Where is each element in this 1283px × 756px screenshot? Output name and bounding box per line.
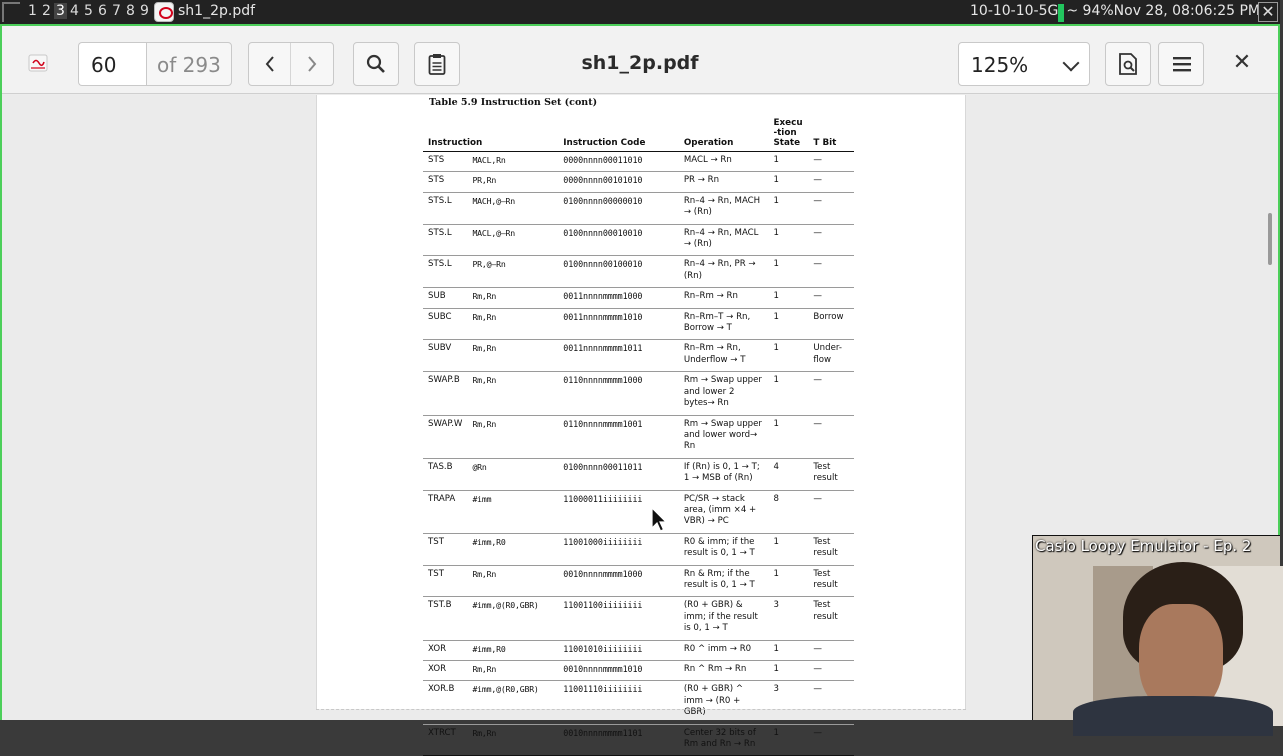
cell-mnemonic: SUBC: [423, 308, 467, 340]
cell-instruction-code: 0110nnnnmmmm1001: [558, 415, 679, 458]
window-menu-icon[interactable]: [2, 2, 20, 22]
cell-operation: R0 & imm; if the result is 0, 1 → T: [679, 533, 769, 565]
cell-execution-state: 1: [768, 224, 808, 256]
header-bar: [2, 26, 1278, 94]
cell-t-bit: —: [808, 724, 854, 756]
cell-execution-state: 3: [768, 597, 808, 640]
cell-execution-state: 1: [768, 372, 808, 415]
cell-mnemonic: XTRCT: [423, 724, 467, 756]
pdf-page: [316, 95, 966, 750]
webcam-overlay: [1032, 535, 1280, 720]
header-execution-state-line-1: Execu: [773, 118, 803, 128]
workspace-2[interactable]: 2: [42, 3, 51, 19]
table-row: [423, 224, 854, 256]
zoom-select[interactable]: [958, 42, 1090, 86]
search-button[interactable]: [353, 42, 399, 86]
cell-instruction-code: 0011nnnnmmmm1010: [558, 308, 679, 340]
cell-t-bit: —: [808, 224, 854, 256]
cell-t-bit: Test result: [808, 597, 854, 640]
cell-t-bit: —: [808, 415, 854, 458]
cell-operation: Rn–Rm → Rn: [679, 288, 769, 308]
window-title[interactable]: sh1_2p.pdf: [178, 3, 256, 19]
cell-execution-state: 1: [768, 192, 808, 224]
cell-t-bit: —: [808, 192, 854, 224]
cell-instruction-code: 11001110iiiiiiii: [558, 681, 679, 724]
cell-operation: Rm → Swap upper and lower 2 bytes→ Rn: [679, 372, 769, 415]
table-row: [423, 597, 854, 640]
cell-instruction-code: 11001100iiiiiiii: [558, 597, 679, 640]
cell-execution-state: 1: [768, 415, 808, 458]
cell-instruction-code: 0100nnnn00011011: [558, 458, 679, 490]
close-window-button[interactable]: ✕: [1232, 50, 1252, 75]
cell-instruction-code: 0000nnnn00101010: [558, 172, 679, 192]
cell-operation: (R0 + GBR) ^ imm → (R0 + GBR): [679, 681, 769, 724]
cell-instruction-code: 0011nnnnmmmm1000: [558, 288, 679, 308]
table-row: [423, 640, 854, 660]
cell-instruction-code: 0110nnnnmmmm1000: [558, 372, 679, 415]
system-bar: [0, 0, 1280, 24]
cell-instruction-code: 11001000iiiiiiii: [558, 533, 679, 565]
cell-execution-state: 1: [768, 565, 808, 597]
cell-t-bit: Under-flow: [808, 340, 854, 372]
cell-operation: MACL → Rn: [679, 152, 769, 172]
cell-mnemonic: SUB: [423, 288, 467, 308]
workspace-1[interactable]: 1: [28, 3, 37, 19]
cell-operands: #imm: [467, 490, 558, 533]
cell-operands: Rm,Rn: [467, 724, 558, 756]
header-operation: Operation: [679, 117, 769, 152]
header-execution-state: [768, 117, 808, 152]
pdf-app-icon: [154, 2, 174, 22]
table-row: [423, 172, 854, 192]
cell-operands: #imm,R0: [467, 533, 558, 565]
webcam-stream-title: Casio Loopy Emulator - Ep. 2: [1035, 537, 1252, 555]
cell-operands: MACH,@–Rn: [467, 192, 558, 224]
page-count-label: of 293: [146, 42, 232, 86]
cell-instruction-code: 0010nnnnmmmm1000: [558, 565, 679, 597]
cell-operation: R0 ^ imm → R0: [679, 640, 769, 660]
cell-instruction-code: 0100nnnn00100010: [558, 256, 679, 288]
cell-operands: #imm,@(R0,GBR): [467, 681, 558, 724]
cell-mnemonic: TAS.B: [423, 458, 467, 490]
cell-mnemonic: STS.L: [423, 192, 467, 224]
cell-mnemonic: TRAPA: [423, 490, 467, 533]
cell-execution-state: 1: [768, 256, 808, 288]
table-row: [423, 458, 854, 490]
cell-t-bit: —: [808, 288, 854, 308]
cell-operation: PR → Rn: [679, 172, 769, 192]
cell-t-bit: —: [808, 172, 854, 192]
cell-operands: Rm,Rn: [467, 661, 558, 681]
cell-operands: #imm,R0: [467, 640, 558, 660]
header-execution-state-line-3: State: [773, 138, 801, 148]
cell-operation: Rn–4 → Rn, MACH → (Rn): [679, 192, 769, 224]
mouse-cursor-icon: [651, 507, 667, 533]
cell-t-bit: Test result: [808, 565, 854, 597]
cell-execution-state: 1: [768, 152, 808, 172]
next-page-button[interactable]: [291, 43, 333, 85]
header-execution-state-line-2: -tion: [773, 128, 797, 138]
cell-t-bit: —: [808, 256, 854, 288]
clipboard-icon: [428, 53, 446, 75]
cell-operands: Rm,Rn: [467, 340, 558, 372]
table-row: [423, 372, 854, 415]
cell-operands: Rm,Rn: [467, 372, 558, 415]
network-label: 10-10-10-5G: [970, 3, 1059, 19]
cell-execution-state: 1: [768, 288, 808, 308]
cell-operands: Rm,Rn: [467, 288, 558, 308]
cell-operands: Rm,Rn: [467, 565, 558, 597]
workspace-6[interactable]: 6: [98, 3, 107, 19]
table-row: [423, 340, 854, 372]
cell-mnemonic: STS.L: [423, 256, 467, 288]
cell-operation: Rn & Rm; if the result is 0, 1 → T: [679, 565, 769, 597]
previous-page-button[interactable]: [249, 43, 291, 85]
cell-execution-state: 8: [768, 490, 808, 533]
cell-mnemonic: XOR: [423, 640, 467, 660]
cell-operation: Rn–Rm → Rn, Underflow → T: [679, 340, 769, 372]
vertical-scrollbar[interactable]: [1268, 213, 1272, 265]
search-icon: [366, 54, 386, 74]
table-row: [423, 415, 854, 458]
header-instruction: Instruction: [423, 117, 558, 152]
cell-execution-state: 1: [768, 724, 808, 756]
cell-instruction-code: 11001010iiiiiiii: [558, 640, 679, 660]
cell-instruction-code: 0100nnnn00000010: [558, 192, 679, 224]
workspace-4[interactable]: 4: [70, 3, 79, 19]
table-row: [423, 533, 854, 565]
cell-operation: (R0 + GBR) & imm; if the result is 0, 1 → T: [679, 597, 769, 640]
table-row: [423, 192, 854, 224]
zoom-value: 125%: [971, 53, 1029, 77]
webcam-person-shirt: [1073, 696, 1273, 736]
cell-execution-state: 1: [768, 533, 808, 565]
workspace-9[interactable]: 9: [140, 3, 149, 19]
header-t-bit: T Bit: [808, 117, 854, 152]
cell-operands: Rm,Rn: [467, 415, 558, 458]
cell-operands: Rm,Rn: [467, 308, 558, 340]
cell-operation: Rn ^ Rm → Rn: [679, 661, 769, 681]
cell-instruction-code: 11000011iiiiiiii: [558, 490, 679, 533]
chevron-down-icon: [1063, 55, 1080, 72]
document-title: sh1_2p.pdf: [581, 52, 699, 74]
main-menu-button[interactable]: [1158, 42, 1204, 86]
cell-operation: Rn–Rm–T → Rn, Borrow → T: [679, 308, 769, 340]
cell-operation: Rm → Swap upper and lower word→ Rn: [679, 415, 769, 458]
cell-mnemonic: TST: [423, 533, 467, 565]
workspace-5[interactable]: 5: [84, 3, 93, 19]
cell-execution-state: 1: [768, 661, 808, 681]
cell-execution-state: 3: [768, 681, 808, 724]
battery-date-label: ~ 94%Nov 28, 08:06:25 PM: [1066, 3, 1260, 19]
table-row: [423, 490, 854, 533]
network-indicator-icon: [1058, 4, 1064, 22]
cell-mnemonic: XOR: [423, 661, 467, 681]
cell-operands: PR,Rn: [467, 172, 558, 192]
cell-t-bit: Test result: [808, 533, 854, 565]
cell-mnemonic: STS: [423, 172, 467, 192]
page-navigation: [248, 42, 334, 86]
table-row: [423, 565, 854, 597]
table-row: [423, 152, 854, 172]
cell-t-bit: —: [808, 372, 854, 415]
instruction-set-table: [423, 117, 854, 756]
table-row: [423, 724, 854, 756]
cell-mnemonic: SUBV: [423, 340, 467, 372]
cell-mnemonic: SWAP.B: [423, 372, 467, 415]
cell-instruction-code: 0011nnnnmmmm1011: [558, 340, 679, 372]
cell-instruction-code: 0010nnnnmmmm1101: [558, 724, 679, 756]
cell-operands: MACL,Rn: [467, 152, 558, 172]
close-icon[interactable]: ✕: [1258, 2, 1278, 22]
cell-mnemonic: STS.L: [423, 224, 467, 256]
chevron-left-icon: [264, 55, 276, 73]
cell-t-bit: Borrow: [808, 308, 854, 340]
table-row: [423, 681, 854, 724]
cell-execution-state: 1: [768, 308, 808, 340]
table-body: [423, 152, 854, 756]
table-row: [423, 256, 854, 288]
cell-operation: If (Rn) is 0, 1 → T; 1 → MSB of (Rn): [679, 458, 769, 490]
cell-operands: @Rn: [467, 458, 558, 490]
cell-t-bit: Test result: [808, 458, 854, 490]
cell-execution-state: 1: [768, 172, 808, 192]
cell-instruction-code: 0010nnnnmmmm1010: [558, 661, 679, 681]
cell-mnemonic: TST: [423, 565, 467, 597]
header-instruction-code: Instruction Code: [558, 117, 679, 152]
cell-mnemonic: XOR.B: [423, 681, 467, 724]
cell-t-bit: —: [808, 681, 854, 724]
workspace-8[interactable]: 8: [126, 3, 135, 19]
cell-t-bit: —: [808, 152, 854, 172]
cell-mnemonic: SWAP.W: [423, 415, 467, 458]
page-number-input[interactable]: 60: [78, 42, 146, 86]
cell-t-bit: —: [808, 640, 854, 660]
cell-operation: Rn–4 → Rn, MACL → (Rn): [679, 224, 769, 256]
status-text: [970, 3, 1260, 19]
document-search-icon: [1118, 53, 1138, 75]
cell-t-bit: —: [808, 661, 854, 681]
table-header-row: [423, 117, 854, 152]
table-caption: Table 5.9 Instruction Set (cont): [429, 97, 598, 108]
hamburger-menu-icon: [1173, 56, 1191, 72]
annotations-sidebar-button[interactable]: [414, 42, 460, 86]
cell-execution-state: 4: [768, 458, 808, 490]
cell-mnemonic: TST.B: [423, 597, 467, 640]
cell-operands: MACL,@–Rn: [467, 224, 558, 256]
cell-operation: Center 32 bits of Rm and Rn → Rn: [679, 724, 769, 756]
cell-instruction-code: 0000nnnn00011010: [558, 152, 679, 172]
workspace-7[interactable]: 7: [112, 3, 121, 19]
chevron-right-icon: [306, 55, 318, 73]
table-row: [423, 288, 854, 308]
cell-execution-state: 1: [768, 340, 808, 372]
cell-operands: PR,@–Rn: [467, 256, 558, 288]
cell-instruction-code: 0100nnnn00010010: [558, 224, 679, 256]
workspace-3[interactable]: 3: [56, 3, 65, 19]
cell-operation: PC/SR → stack area, (imm ×4 + VBR) → PC: [679, 490, 769, 533]
document-icon: [28, 54, 48, 72]
cell-t-bit: —: [808, 490, 854, 533]
cell-operation: Rn–4 → Rn, PR → (Rn): [679, 256, 769, 288]
cell-operands: #imm,@(R0,GBR): [467, 597, 558, 640]
table-row: [423, 308, 854, 340]
page-separator: [316, 709, 966, 710]
cell-mnemonic: STS: [423, 152, 467, 172]
document-properties-button[interactable]: [1105, 42, 1151, 86]
cell-execution-state: 1: [768, 640, 808, 660]
table-row: [423, 661, 854, 681]
